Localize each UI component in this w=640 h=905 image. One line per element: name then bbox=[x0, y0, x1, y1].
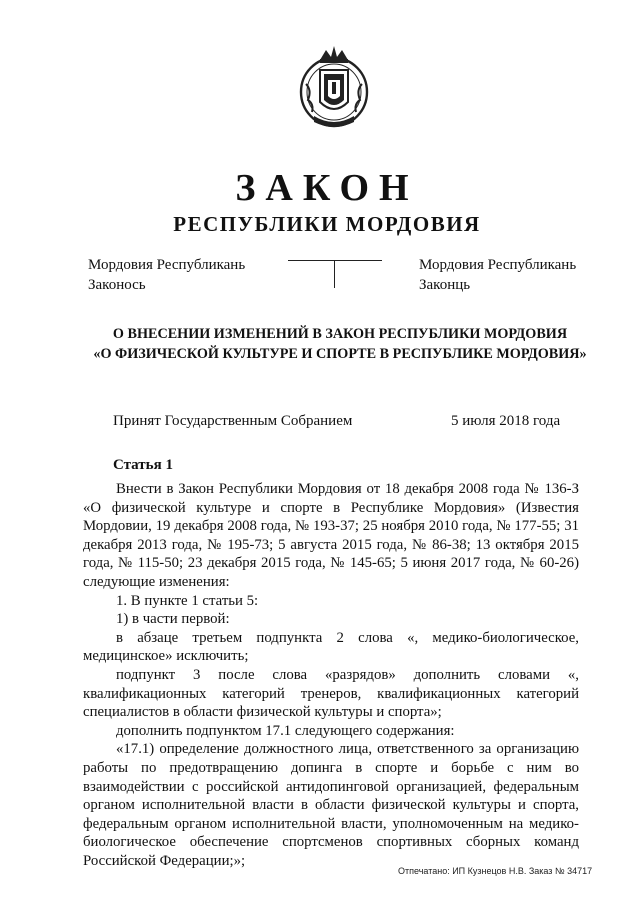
law-heading bbox=[80, 324, 600, 364]
paragraph: 1. В пункте 1 статьи 5: bbox=[116, 592, 259, 609]
paragraph: «17.1) определение должностного лица, ответственного за организацию работы по предотвращению допинга в спорте и борьбе с ним во взаимодействии с российской антидопинговой организацией, федеральным органом исполнительной власти в области физической культуры и спорта, федеральным органом исполнительной власти, уполномоченным на медико-биологическое обеспечение спортсменов спортивных сборных команд Российской Федерации;»; bbox=[83, 741, 579, 869]
moksha-line-2: Законось bbox=[88, 277, 146, 293]
erzya-line-1: Мордовия Республикань bbox=[419, 257, 577, 273]
paragraph: подпункт 3 после слова «разрядов» дополнить словами «, квалификационных категорий тренеров, квалификационных категорий специалистов в области физической культуры и спорта»; bbox=[83, 666, 579, 721]
article-body bbox=[83, 480, 579, 870]
paragraph: дополнить подпунктом 17.1 следующего содержания: bbox=[116, 722, 455, 739]
heading-line-2: «О ФИЗИЧЕСКОЙ КУЛЬТУРЕ И СПОРТЕ В РЕСПУБЛИКЕ МОРДОВИЯ» bbox=[93, 346, 587, 362]
article-title: Статья 1 bbox=[113, 457, 173, 473]
print-footer: Отпечатано: ИП Кузнецов Н.В. Заказ № 34717 bbox=[398, 866, 593, 876]
divider-line bbox=[288, 260, 382, 261]
heading-line-1: О ВНЕСЕНИИ ИЗМЕНЕНИЙ В ЗАКОН РЕСПУБЛИКИ МОРДОВИЯ bbox=[112, 326, 568, 342]
paragraph: в абзаце третьем подпункта 2 слова «, медико-биологическое, медицинское» исключить; bbox=[83, 629, 579, 665]
coat-of-arms-emblem bbox=[298, 44, 370, 128]
law-title: ЗАКОН bbox=[235, 167, 419, 209]
divider-tick bbox=[334, 260, 335, 288]
erzya-line-2: Законць bbox=[419, 277, 471, 293]
erzya-title bbox=[419, 255, 576, 295]
moksha-line-1: Мордовия Республикань bbox=[88, 257, 246, 273]
moksha-title bbox=[88, 255, 245, 295]
adopted-label: Принят Государственным Собранием bbox=[113, 413, 353, 429]
adopted-date: 5 июля 2018 года bbox=[451, 413, 561, 429]
paragraph: Внести в Закон Республики Мордовия от 18 декабря 2008 года № 136-З «О физической культуре и спорте в Республике Мордовия» (Известия Мордовии, 19 декабря 2008 года, № 193-37; 25 ноября 2010 года, № 177-55; 31 декабря 2013 года, № 195-73; 5 августа 2015 года, № 86-38; 13 октября 2015 года, № 115-50; 23 декабря 2015 года, № 145-65; 5 июня 2017 года, № 60-26) следующие изменения: bbox=[83, 481, 579, 590]
paragraph: 1) в части первой: bbox=[116, 611, 230, 628]
law-subtitle: РЕСПУБЛИКИ МОРДОВИЯ bbox=[173, 212, 481, 236]
